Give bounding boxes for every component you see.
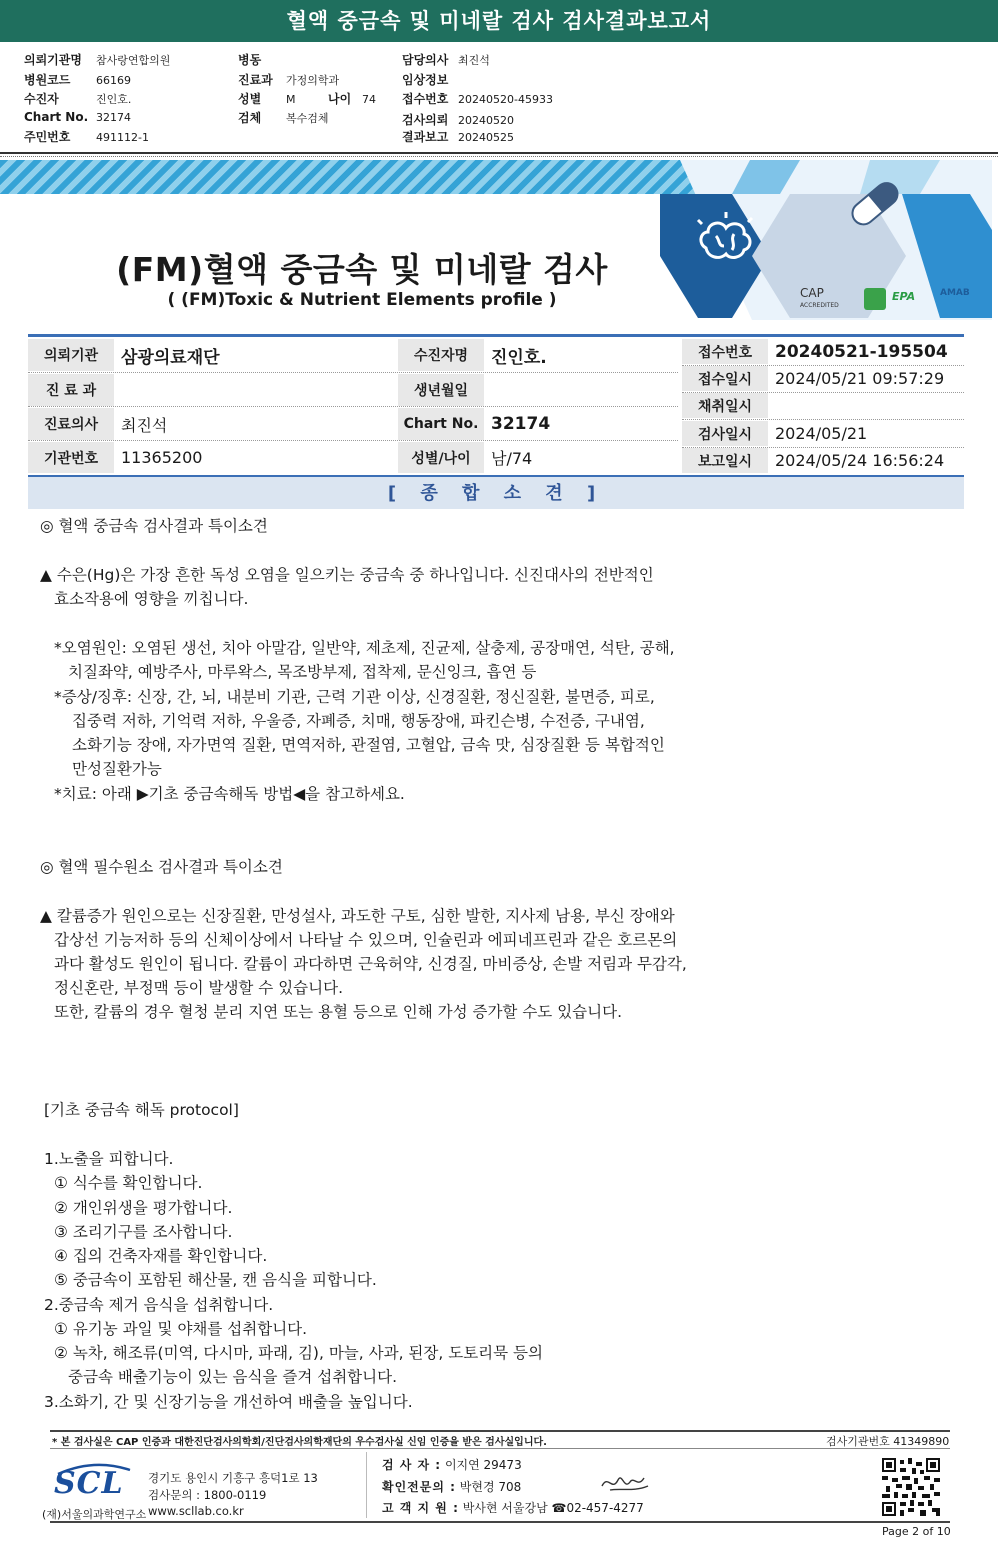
finding-line: 과다 활성도 원인이 됩니다. 칼륨이 과다하면 근육허약, 신경질, 마비증상, 손발 저림과 무감각, — [54, 955, 687, 973]
value-doctor: 최진석 — [121, 415, 168, 435]
report-title: 혈액 중금속 및 미네랄 검사 검사결과보고서 — [0, 0, 998, 42]
finding-line: 정신혼란, 부정맥 등이 발생할 수 있습니다. — [54, 979, 344, 997]
cert-logos — [800, 286, 990, 316]
stripe-decoration — [0, 160, 700, 194]
value-department — [114, 374, 398, 406]
footer-divider — [50, 1430, 950, 1432]
summary-sex: 성별 M — [238, 92, 296, 106]
value-receipt-no: 20240521-195504 — [775, 341, 948, 362]
value-receipt-time: 2024/05/21 09:57:29 — [775, 369, 945, 388]
label-receipt-time: 접수일시 — [682, 366, 768, 391]
row-divider — [28, 440, 678, 441]
finding-line: *증상/징후: 신장, 간, 뇌, 내분비 기관, 근력 기관 이상, 신경질환, 정신질환, 불면증, 피로, — [54, 688, 655, 706]
lab-address: 경기도 용인시 기흥구 흥덕1로 13 — [148, 1471, 318, 1485]
summary-chart-no: Chart No. 32174 — [24, 110, 131, 124]
finding-line: 소화기능 장애, 자가면역 질환, 면역저하, 관절염, 고혈압, 금속 맛, 심장질환 등 복합적인 — [72, 736, 665, 754]
summary-hospital-code: 병원코드 66169 — [24, 73, 131, 87]
protocol-item: ③ 조리기구를 조사합니다. — [54, 1223, 233, 1241]
info-table-top — [28, 334, 964, 337]
finding-line: 집중력 저하, 기억력 저하, 우울증, 자폐증, 치매, 행동장애, 파킨슨병, 수전증, 구내염, — [72, 712, 645, 730]
value-sex-age: 남/74 — [491, 449, 533, 468]
report-banner — [0, 160, 992, 320]
cert-logo-green — [864, 288, 886, 310]
protocol-item: ② 녹차, 해조류(미역, 다시마, 파래, 김), 마늘, 사과, 된장, 도토리묵 등의 — [54, 1344, 544, 1362]
label-doctor: 진료의사 — [28, 408, 114, 440]
value-test-date: 2024/05/21 — [775, 424, 868, 443]
finding-line: 만성질환가능 — [72, 760, 162, 778]
protocol-item: 중금속 배출기능이 있는 음식을 즐겨 섭취합니다. — [68, 1368, 398, 1386]
certification-note: * 본 검사실은 CAP 인증과 대한진단검사의학회/진단검사의학재단의 우수검사실 신임 인증을 받은 검사실입니다. — [52, 1437, 547, 1448]
lab-name: (재)서울의과학연구소 — [42, 1508, 147, 1521]
summary-specimen: 검체 복수검체 — [238, 111, 329, 125]
value-birthdate — [484, 374, 678, 406]
label-birthdate: 생년월일 — [398, 374, 484, 406]
protocol-step: 1.노출을 피합니다. — [44, 1150, 174, 1168]
page-number: Page 2 of 10 — [882, 1525, 951, 1538]
footer-divider — [50, 1521, 950, 1523]
finding-line: 효소작용에 영향을 끼칩니다. — [54, 590, 249, 608]
protocol-item: ① 식수를 확인합니다. — [54, 1174, 203, 1192]
lab-website[interactable]: www.scllab.co.kr — [148, 1504, 244, 1518]
finding-line: ▲ 수은(Hg)은 가장 흔한 독성 오염을 일으키는 중금속 중 하나입니다. 신진대사의 전반적인 — [40, 566, 654, 584]
summary-opinion-heading: [ 종 합 소 견 ] — [28, 475, 964, 509]
banner-subtitle: ( (FM)Toxic & Nutrient Elements profile ) — [167, 290, 557, 310]
row-divider — [682, 419, 964, 420]
protocol-step: 2.중금속 제거 음식을 섭취합니다. — [44, 1296, 274, 1314]
staff-support: 고 객 지 원 : 박사현 서울강남 ☎02-457-4277 — [382, 1501, 644, 1515]
finding-line: *치료: 아래 ▶기초 중금속해독 방법◀을 참고하세요. — [54, 785, 405, 803]
protocol-item: ① 유기농 과일 및 야채를 섭취합니다. — [54, 1320, 308, 1338]
lab-phone: 검사문의 : 1800-0119 — [148, 1488, 267, 1502]
finding-line: *오염원인: 오염된 생선, 치아 아말감, 일반약, 제초제, 진균제, 살충제, 공장매연, 석탄, 공해, — [54, 639, 675, 657]
footer-divider — [50, 1448, 950, 1449]
value-collection-time — [768, 393, 964, 418]
epa-logo: EPA — [892, 290, 916, 303]
finding-line: 갑상선 기능저하 등의 신체이상에서 나타날 수 있으며, 인슐린과 에피네프린과 같은 호르몬의 — [54, 931, 678, 949]
summary-requester: 의뢰기관명 참사랑연합의원 — [24, 53, 171, 67]
amab-logo: AMAB — [940, 288, 970, 298]
label-chart-no: Chart No. — [398, 408, 484, 440]
label-receipt-no: 접수번호 — [682, 339, 768, 364]
qr-code — [882, 1458, 940, 1516]
row-divider — [682, 365, 964, 366]
heavy-metal-heading: ◎ 혈액 중금속 검사결과 특이소견 — [40, 517, 268, 535]
row-divider — [682, 447, 964, 448]
finding-line: 또한, 칼륨의 경우 혈청 분리 지연 또는 용혈 등으로 인해 가성 증가할 수도 있습니다. — [54, 1003, 623, 1021]
label-report-time: 보고일시 — [682, 448, 768, 473]
lab-registration-no: 검사기관번호 41349890 — [826, 1435, 950, 1448]
value-patient-name: 진인호. — [491, 347, 547, 368]
footer-vertical-divider — [366, 1452, 367, 1518]
summary-resident-no: 주민번호 491112-1 — [24, 130, 149, 144]
essential-element-heading: ◎ 혈액 필수원소 검사결과 특이소견 — [40, 858, 283, 876]
scl-logo: SCL — [54, 1462, 134, 1502]
summary-doctor: 담당의사 최진석 — [402, 53, 490, 67]
label-collection-time: 채취일시 — [682, 393, 768, 418]
row-divider — [28, 372, 678, 373]
protocol-item: ② 개인위생을 평가합니다. — [54, 1199, 233, 1217]
finding-line: 치질좌약, 예방주사, 마루왁스, 목조방부제, 접착제, 문신잉크, 흡연 등 — [68, 663, 537, 681]
cap-logo: CAP $^{ACCREDITED}$ — [800, 286, 839, 309]
label-institution-no: 기관번호 — [28, 442, 114, 473]
summary-block — [0, 42, 998, 154]
signature — [600, 1470, 652, 1496]
summary-report-date: 결과보고 20240525 — [402, 130, 514, 144]
value-requester: 삼광의료재단 — [121, 347, 220, 368]
summary-department: 진료과 가정의학과 — [238, 73, 340, 87]
label-sex-age: 성별/나이 — [398, 442, 484, 473]
label-department: 진 료 과 — [28, 374, 114, 406]
protocol-step: 3.소화기, 간 및 신장기능을 개선하여 배출을 높입니다. — [44, 1393, 413, 1411]
value-report-time: 2024/05/24 16:56:24 — [775, 451, 945, 470]
summary-age: 나이 74 — [328, 92, 376, 106]
finding-line: ▲ 칼륨증가 원인으로는 신장질환, 만성설사, 과도한 구토, 심한 발한, 지사제 남용, 부신 장애와 — [40, 907, 675, 925]
value-chart-no: 32174 — [491, 414, 551, 434]
summary-patient: 수진자 진인호. — [24, 92, 132, 106]
protocol-item: ⑤ 중금속이 포함된 해산물, 캔 음식을 피합니다. — [54, 1271, 377, 1289]
label-patient-name: 수진자명 — [398, 339, 484, 371]
row-divider — [682, 392, 964, 393]
summary-separator — [0, 156, 998, 157]
label-test-date: 검사일시 — [682, 421, 768, 446]
staff-tester: 검 사 자 : 이지연 29473 — [382, 1458, 522, 1472]
label-requester: 의뢰기관 — [28, 339, 114, 371]
row-divider — [28, 406, 678, 407]
banner-title: (FM)혈액 중금속 및 미네랄 검사 — [116, 250, 608, 289]
summary-receipt-no: 접수번호 20240520-45933 — [402, 92, 553, 106]
protocol-title: [기초 중금속 해독 protocol] — [44, 1101, 239, 1119]
staff-specialist: 확인전문의 : 박현경 708 — [382, 1480, 522, 1494]
protocol-item: ④ 집의 건축자재를 확인합니다. — [54, 1247, 268, 1265]
value-institution-no: 11365200 — [121, 448, 203, 467]
summary-ward: 병동 — [238, 53, 262, 67]
summary-request-date: 검사의뢰 20240520 — [402, 113, 514, 127]
summary-clinical-info: 임상정보 — [402, 73, 449, 87]
